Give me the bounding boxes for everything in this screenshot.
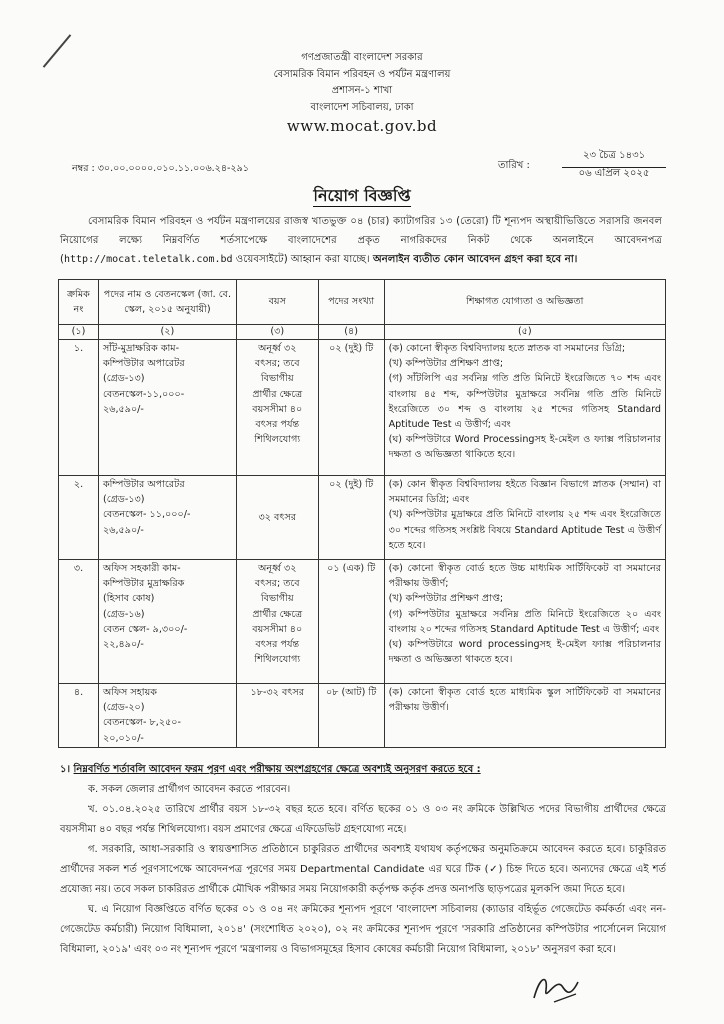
post-cell bbox=[98, 560, 236, 684]
post-line: বেতনস্কেল- ১১,০০০/- bbox=[102, 509, 191, 521]
qualification-item: (ঘ) কম্পিউটারে Word Processingসহ ই-মেইল ও ফ্যাক্স পরিচালনার দক্ষতা ও অভিজ্ঞতা থাকিতে হবে। bbox=[388, 434, 661, 461]
table-row bbox=[59, 684, 666, 748]
col-post: পদের নাম ও বেতনস্কেল (জা. বে. স্কেল, ২০১৫ অনুযায়ী) bbox=[98, 280, 236, 325]
post-line: বেতনস্কেল- ৮,২৫০- bbox=[102, 717, 181, 729]
qualification-item: (ক) কোনো স্বীকৃত বোর্ড হতে উচ্চ মাধ্যমিক সার্টিফিকেট বা সমমানের পরীক্ষায় উত্তীর্ণ; bbox=[388, 563, 661, 590]
qualification-cell bbox=[384, 560, 665, 684]
age-cell bbox=[236, 476, 318, 560]
age-line: অনূর্ধ্ব ৩২ bbox=[258, 343, 297, 354]
post-line: (গ্রেড-১৬) bbox=[102, 608, 145, 620]
notice-title bbox=[0, 183, 724, 210]
condition-ga: গ. সরকারি, আধা-সরকারি ও স্বায়ত্তশাসিত প্রতিষ্ঠানে চাকুরিরত প্রার্থীদের অবশ্যই যথাযথ কর্তৃপক্ষের অনুমতিক্রমে আবেদন করতে হবে। চাকুরিরত প্রার্থীদের সকল শর্ত পূরণসাপেক্ষে আবেদনপত্র পূরণের সময় Departmental Candidate এর ঘরে টিক (✓) চিহ্ন দিতে হবে। অন্যদের ক্ষেত্রে এই শর্ত প্রযোজ্য নয়। তবে সকল চাকরিরত প্রার্থীকে মৌখিক পরীক্ষার সময় নিয়োগকারী কর্তৃপক্ষ কর্তৃক প্রদত্ত অনাপত্তি ছাড়পত্রের মূলকপি জমা দিতে হবে। bbox=[60, 844, 666, 895]
col-num: (১) bbox=[59, 325, 99, 340]
age-cell bbox=[236, 340, 318, 476]
age-line: বিভাগীয় bbox=[260, 373, 294, 385]
age-line: বৎসর; তবে bbox=[254, 358, 300, 370]
post-cell bbox=[98, 340, 236, 476]
post-line: কম্পিউটার অপারেটর bbox=[102, 358, 185, 370]
letterhead bbox=[0, 50, 724, 135]
age-line: বৎসর; তবে bbox=[254, 578, 300, 590]
qualification-item: (গ) কম্পিউটার মুদ্রাক্ষরে সর্বনিম্ন প্রতি মিনিটে ইংরেজিতে ২০ এবং বাংলায় ২০ শব্দের গতিসহ Standard Aptitude Test এ উত্তীর্ণ; এবং bbox=[388, 608, 661, 635]
conditions-number: ১। bbox=[60, 764, 74, 775]
table-header-row bbox=[59, 280, 666, 325]
age-line: বৎসর পর্যন্ত bbox=[255, 419, 300, 431]
age-cell bbox=[236, 560, 318, 684]
count-cell: ০২ (দুই) টি bbox=[318, 476, 384, 560]
col-serial: ক্রমিক নং bbox=[59, 280, 99, 325]
intro-paragraph bbox=[60, 212, 662, 269]
condition-kha: খ. ০১.০৪.২০২৫ তারিখে প্রার্থীর বয়স ১৮-৩২ বছর হতে হবে। বর্ণিত ছকের ০১ ও ০৩ নং ক্রমিকে উল্লিখিত পদের বিভাগীয় প্রার্থীদের ক্ষেত্রে বয়সসীমা ৪০ বছর পর্যন্ত শিথিলযোগ্য। বয়স প্রমাণের ক্ষেত্রে এফিডেভিট গ্রহণযোগ্য নহে। bbox=[60, 804, 666, 835]
table-number-row bbox=[59, 325, 666, 340]
intro-after: ওয়েবসাইটে) আহ্বান করা যাচ্ছে। bbox=[232, 254, 370, 265]
secretariat-address: বাংলাদেশ সচিবালয়, ঢাকা bbox=[310, 101, 414, 113]
post-line: বেতন স্কেল- ৯,৩০০/- bbox=[102, 623, 188, 635]
qualification-item: (খ) কম্পিউটার প্রশিক্ষণ প্রাপ্ত; bbox=[388, 593, 504, 605]
age-line: অনূর্ধ্ব ৩২ bbox=[258, 563, 297, 574]
col-num: (৫) bbox=[384, 325, 665, 340]
vacancy-table bbox=[58, 279, 666, 748]
table-row bbox=[59, 340, 666, 476]
post-line: কম্পিউটার অপারেটর bbox=[102, 479, 185, 490]
age-cell bbox=[236, 684, 318, 748]
post-line: ২২,৪৯০/- bbox=[102, 639, 144, 651]
serial-cell: ২. bbox=[59, 476, 99, 560]
post-line: অফিস সহায়ক bbox=[102, 687, 157, 698]
serial-cell: ১. bbox=[59, 340, 99, 476]
col-age: বয়স bbox=[236, 280, 318, 325]
memo-number: নম্বর : ৩০.০০.০০০০.০১০.১১.০০৬.২৪-২৯১ bbox=[72, 163, 249, 174]
date-label: তারিখ : bbox=[498, 160, 530, 171]
post-line: (গ্রেড-১৩) bbox=[102, 494, 145, 506]
col-num: (৪) bbox=[318, 325, 384, 340]
age-line: বয়সসীমা ৪০ bbox=[252, 403, 303, 415]
conditions-section bbox=[60, 760, 666, 960]
qualification-item: (খ) কম্পিউটার প্রশিক্ষণ প্রাপ্ত; bbox=[388, 358, 504, 370]
post-line: (গ্রেড-২০) bbox=[102, 702, 145, 714]
intro-online-only: অনলাইন ব্যতীত কোন আবেদন গ্রহণ করা হবে না। bbox=[372, 254, 578, 265]
post-line: (গ্রেড-১৩) bbox=[102, 373, 145, 385]
application-url[interactable]: http://mocat.teletalk.com.bd bbox=[63, 254, 233, 265]
table-row bbox=[59, 476, 666, 560]
age-line: শিথিলযোগ্য bbox=[254, 654, 301, 666]
condition-ka: ক. সকল জেলার প্রার্থীগণ আবেদন করতে পারবেন। bbox=[88, 784, 291, 795]
date-bangla: ২৩ চৈত্র ১৪৩১ bbox=[562, 148, 666, 168]
post-line: ২৬,৫৯০/- bbox=[102, 524, 144, 536]
post-line: অফিস সহকারী কাম- bbox=[102, 563, 181, 574]
qualification-item: (ঘ) কম্পিউটারে word processingসহ ই-মেইল ফ্যাক্স পরিচালনার দক্ষতা ও অভিজ্ঞতা থাকতে হবে। bbox=[388, 639, 661, 666]
col-qualification: শিক্ষাগত যোগ্যতা ও অভিজ্ঞতা bbox=[384, 280, 665, 325]
count-cell: ০১ (এক) টি bbox=[318, 560, 384, 684]
age-line: বৎসর পর্যন্ত bbox=[255, 639, 300, 651]
age-line: শিথিলযোগ্য bbox=[254, 434, 301, 446]
ministry-name: বেসামরিক বিমান পরিবহন ও পর্যটন মন্ত্রণালয় bbox=[273, 68, 451, 80]
post-line: বেতনস্কেল-১১,০০০- bbox=[102, 388, 185, 400]
count-cell: ০২ (দুই) টি bbox=[318, 340, 384, 476]
condition-gha: ঘ. এ নিয়োগ বিজ্ঞপ্তিতে বর্ণিত ছকের ০১ ও ০৪ নং ক্রমিকের শূন্যপদ পূরণে 'বাংলাদেশ সচিবালয় (ক্যাডার বহির্ভূত গেজেটেড কর্মকর্তা এবং নন-গেজেটেড কর্মচারী) নিয়োগ বিধিমালা, ২০১৪' (সংশোধিত ২০২০), ০২ নং ক্রমিকের শূন্যপদ পূরণে 'সরকারি প্রতিষ্ঠানের কম্পিউটার পার্সোনেল নিয়োগ বিধিমালা, ২০১৯' এবং ০৩ নং শূন্যপদ পূরণে 'মন্ত্রণালয় ও বিভাগসমূহের হিসাব কোষের কর্মচারী নিয়োগ বিধিমালা, ২০১৮' অনুসরণ করা হবে। bbox=[60, 904, 666, 955]
signature-mark bbox=[526, 968, 586, 1008]
branch-name: প্রশাসন-১ শাখা bbox=[331, 85, 393, 96]
age-line: বিভাগীয় bbox=[260, 593, 294, 605]
post-line: কম্পিউটার মুদ্রাক্ষরিক bbox=[102, 578, 185, 590]
conditions-heading bbox=[60, 760, 666, 780]
notice-title-text: নিয়োগ বিজ্ঞপ্তি bbox=[313, 186, 411, 205]
post-cell bbox=[98, 684, 236, 748]
count-cell: ০৮ (আট) টি bbox=[318, 684, 384, 748]
qualification-cell bbox=[384, 476, 665, 560]
serial-cell: ৪. bbox=[59, 684, 99, 748]
age-line: বয়সসীমা ৪০ bbox=[252, 623, 303, 635]
qualification-item: (ক) কোনো স্বীকৃত বোর্ড হতে মাধ্যমিক স্কুল সার্টিফিকেট বা সমমানের পরীক্ষায় উত্তীর্ণ। bbox=[388, 687, 661, 714]
post-line: (হিসাব কোষ) bbox=[102, 593, 155, 605]
qualification-item: (খ) কম্পিউটার মুদ্রাক্ষরে প্রতি মিনিটে বাংলায় ২৫ শব্দ এবং ইংরেজিতে ৩০ শব্দের গতিসহ সংশ্লিষ্ট বিষয়ে Standard Aptitude Test এ উত্তীর্ণ হতে হবে। bbox=[388, 509, 661, 551]
post-line: ২৬,৫৯০/- bbox=[102, 403, 144, 415]
ministry-website: www.mocat.gov.bd bbox=[286, 117, 438, 135]
date-english: ০৬ এপ্রিল ২০২৫ bbox=[578, 168, 650, 179]
qualification-item: (ক) কোনো স্বীকৃত বিশ্ববিদ্যালয় হতে স্নাতক বা সমমানের ডিগ্রি; bbox=[388, 343, 626, 354]
qualification-cell bbox=[384, 340, 665, 476]
post-cell bbox=[98, 476, 236, 560]
conditions-heading-text: নিম্নবর্ণিত শর্তাবলি আবেদন ফরম পূরণ এবং পরীক্ষায় অংশগ্রহণের ক্ষেত্রে অবশ্যই অনুসরণ করতে হবে : bbox=[73, 764, 481, 775]
qualification-item: (ক) কোন স্বীকৃত বিশ্ববিদ্যালয় হইতে বিজ্ঞান বিভাগে স্নাতক (সম্মান) বা সমমানের ডিগ্রি; এবং bbox=[388, 479, 661, 506]
intro-text: বেসামরিক বিমান পরিবহন ও পর্যটন মন্ত্রণালয়ের রাজস্ব খাতভুক্ত ০৪ (চার) ক্যাটাগরির ১৩ (তেরো) টি শূন্যপদ অস্থায়ীভিত্তিতে সরাসরি জনবল নিয়োগের লক্ষ্যে নিম্নবর্ণিত শর্তসাপেক্ষে বাংলাদেশের প্রকৃত নাগরিকদের নিকট থেকে অনলাইনে আবেদনপত্র ( bbox=[60, 216, 662, 265]
qualification-cell bbox=[384, 684, 665, 748]
age-line: ৩২ বৎসর bbox=[258, 511, 297, 523]
post-line: সাঁট-মুদ্রাক্ষরিক কাম- bbox=[102, 343, 180, 354]
age-line: প্রার্থীর ক্ষেত্রে bbox=[252, 608, 303, 620]
age-line: ১৮-৩২ বৎসর bbox=[250, 687, 305, 698]
col-num: (২) bbox=[98, 325, 236, 340]
col-count: পদের সংখ্যা bbox=[318, 280, 384, 325]
govt-name: গণপ্রজাতন্ত্রী বাংলাদেশ সরকার bbox=[301, 52, 423, 63]
table-row bbox=[59, 560, 666, 684]
age-line: প্রার্থীর ক্ষেত্রে bbox=[252, 388, 303, 400]
serial-cell: ৩. bbox=[59, 560, 99, 684]
qualification-item: (গ) সাঁটলিপি এর সর্বনিম্ন গতি প্রতি মিনিটে ইংরেজিতে ৭০ শব্দ এবং বাংলায় ৪৫ শব্দ, কম্পিউটার মুদ্রাক্ষরে সর্বনিম্ন গতি প্রতি মিনিটে ইংরেজিতে ৩০ শব্দ ও বাংলায় ২৫ শব্দের গতিসহ Standard Aptitude Test এ উত্তীর্ণ; এবং bbox=[388, 373, 661, 431]
col-num: (৩) bbox=[236, 325, 318, 340]
post-line: ২০,০১০/- bbox=[102, 732, 144, 744]
